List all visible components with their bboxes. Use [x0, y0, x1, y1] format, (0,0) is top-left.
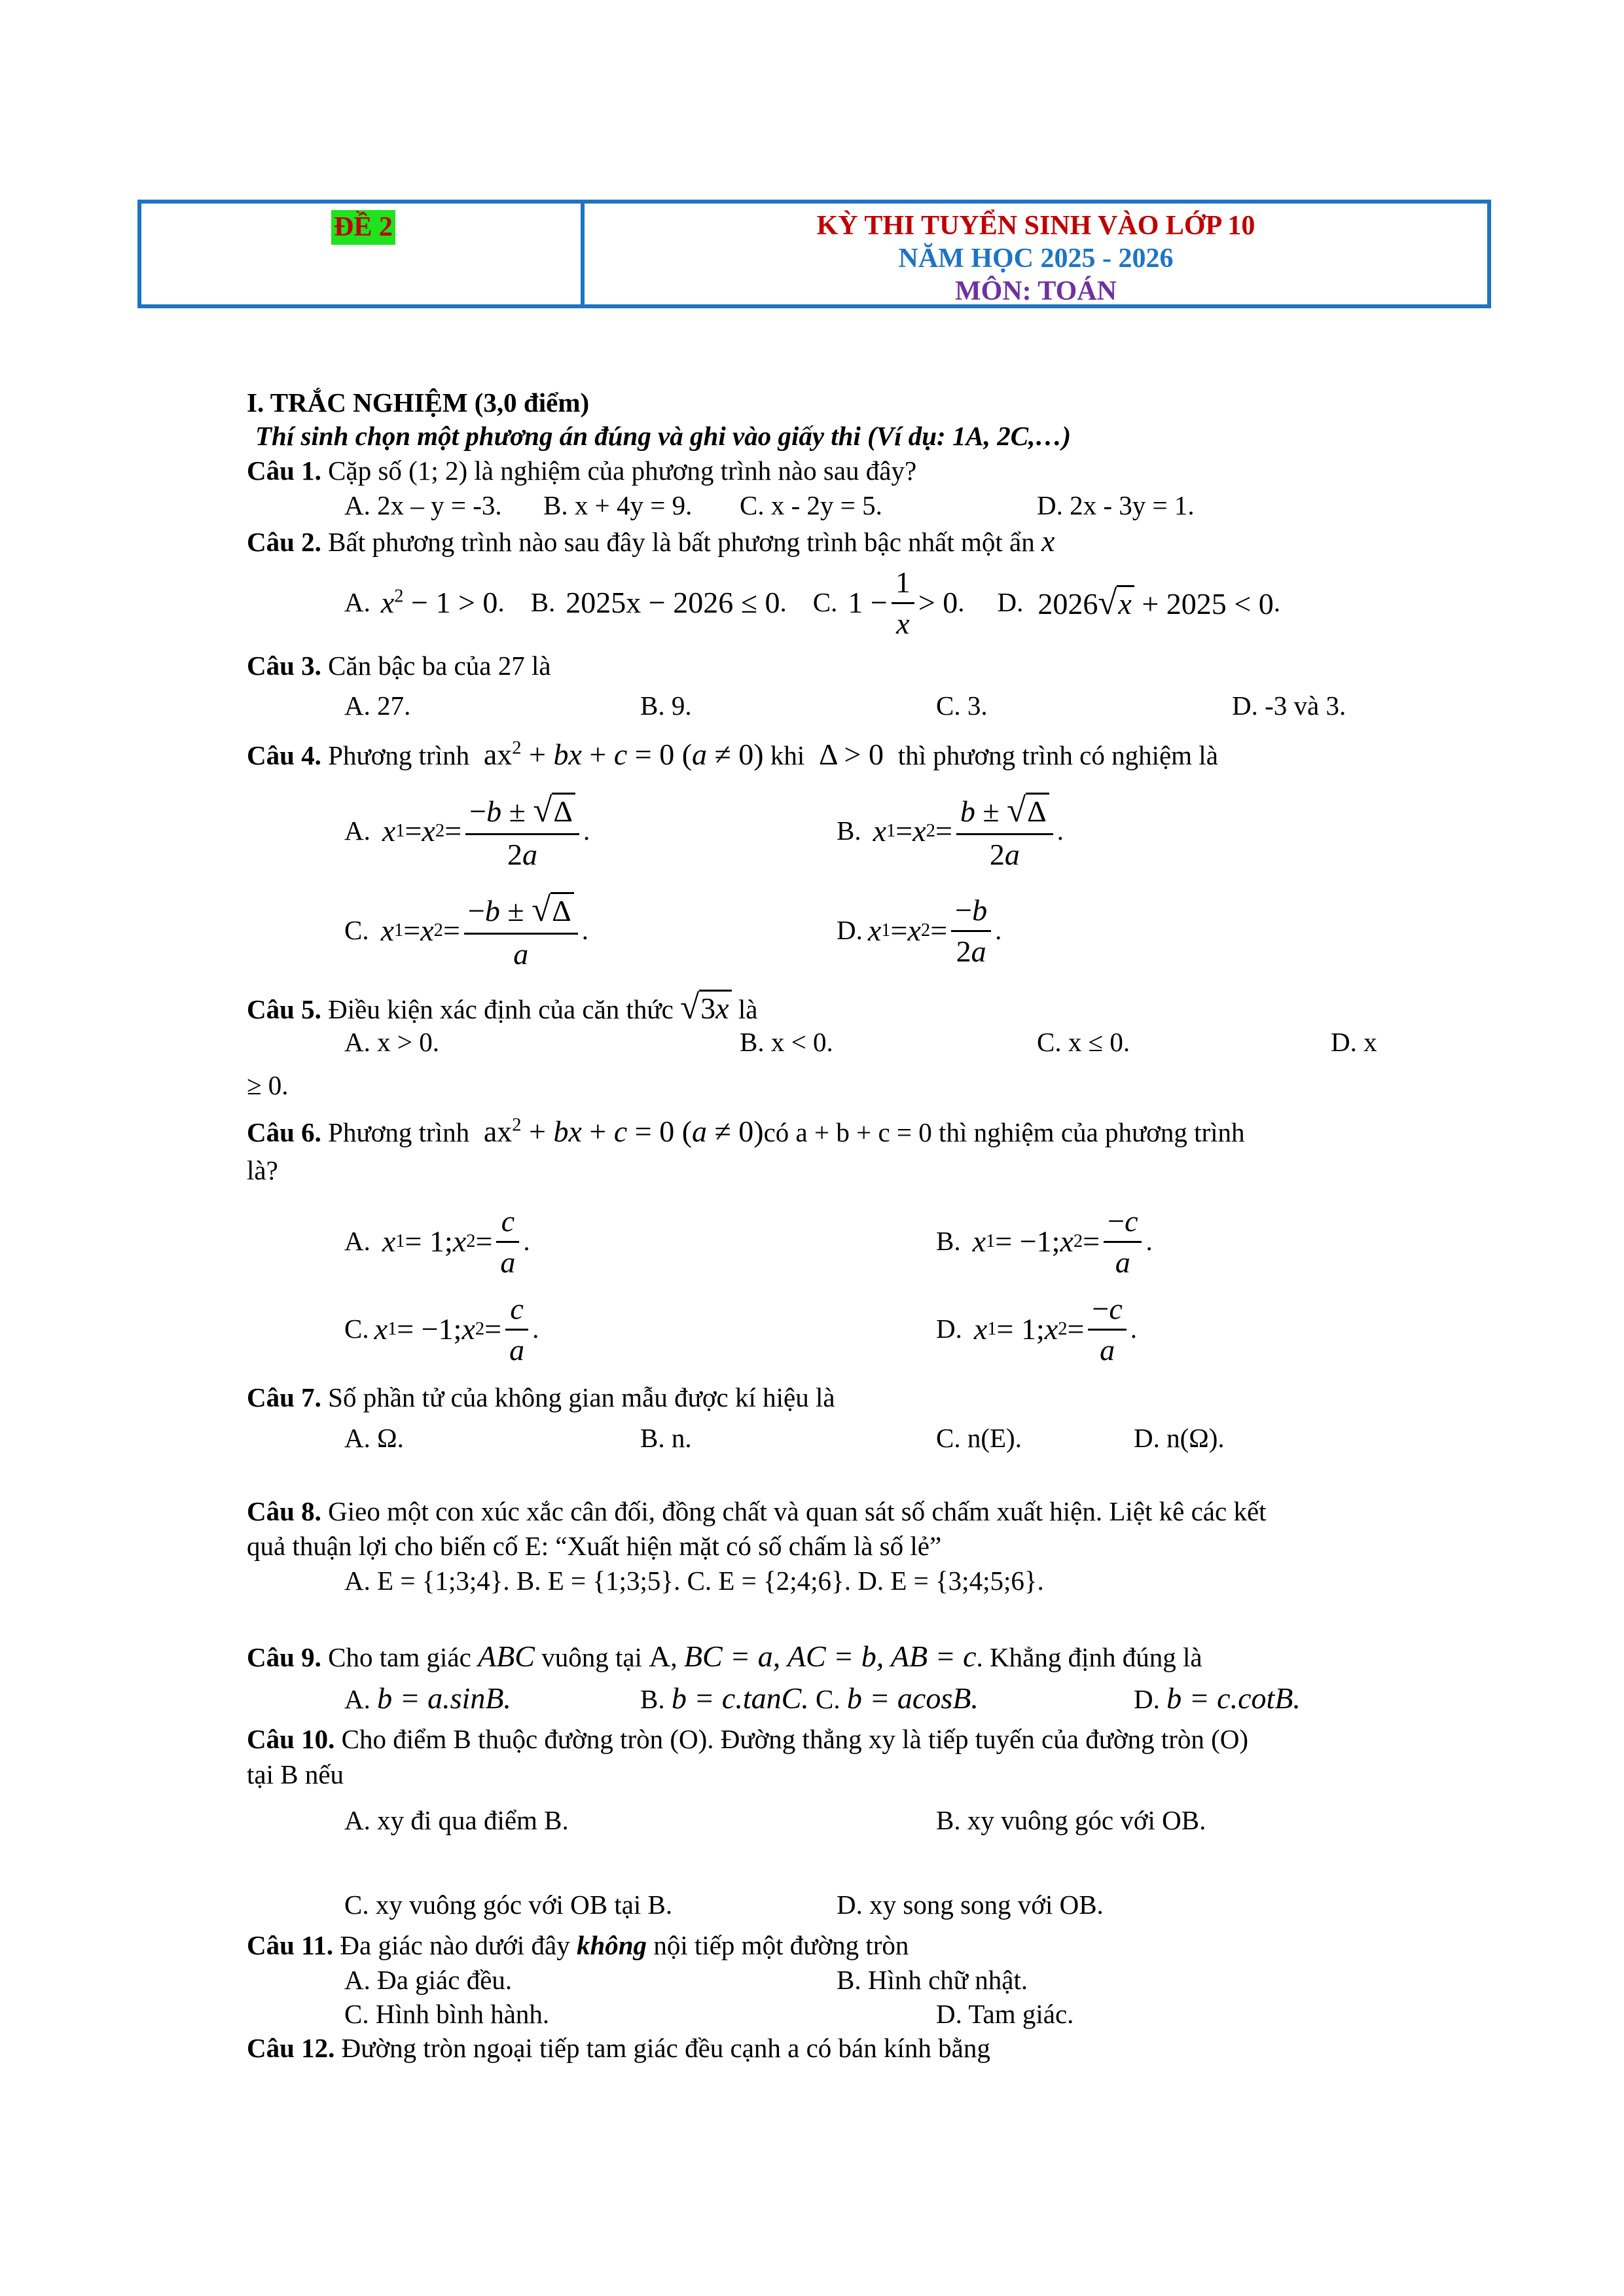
- q4-option-c: C. x 1 = x 2 = $\frac{-b \pm √\Delta}{a}$ .: [344, 885, 588, 977]
- question-text-end: thì phương trình có nghiệm là: [897, 740, 1218, 770]
- question-10: [247, 1723, 1248, 1756]
- q5-option-a: A. x > 0.: [344, 1027, 439, 1057]
- question-label: Câu 2.: [247, 527, 321, 557]
- question-3: [247, 649, 551, 683]
- q11-option-b: B. Hình chữ nhật.: [837, 1965, 1028, 1995]
- q2-option-a-label: A.: [344, 587, 370, 618]
- q2-option-c-label: C.: [812, 587, 838, 618]
- q2-option-d-expr: 2026√x + 2025 < 0: [1038, 583, 1274, 622]
- question-4: [247, 736, 1218, 774]
- question-label: Câu 8.: [247, 1496, 321, 1526]
- question-text-end: nội tiếp một đường tròn: [653, 1930, 909, 1960]
- q2-option-b-label: B.: [530, 587, 556, 618]
- q6-option-a: A. x 1 = 1; x 2 = $\frac{c}{a}$ .: [344, 1199, 530, 1284]
- question-label: Câu 5.: [247, 994, 321, 1024]
- question-1: [247, 454, 916, 488]
- question-label: Câu 6.: [247, 1117, 321, 1147]
- question-8: [247, 1495, 1267, 1528]
- variable-x: x: [1041, 524, 1055, 558]
- delta-condition: Δ > 0: [811, 738, 892, 771]
- question-label: Câu 10.: [247, 1724, 335, 1754]
- q9-option-b-label: B.: [640, 1684, 665, 1714]
- question-5: [247, 986, 757, 1029]
- q2-option-d-label: D.: [997, 587, 1024, 618]
- question-label: Câu 9.: [247, 1642, 321, 1672]
- question-label: Câu 1.: [247, 456, 321, 486]
- question-text-start: Cho tam giác: [328, 1642, 471, 1672]
- q9-option-c-label: C.: [816, 1684, 840, 1714]
- q5-option-d: D. x: [1331, 1027, 1377, 1057]
- question-8-cont: quả thuận lợi cho biến cố E: “Xuất hiện mặt có số chấm là số lẻ”: [247, 1531, 942, 1561]
- q7-option-b: B. n.: [640, 1423, 692, 1453]
- question-9: Câu 9. Cho tam giác ABC vuông tại A, BC = a, AC = b, AB = c. Khẳng định đúng là: [247, 1640, 1202, 1673]
- q9-option-d-label: D.: [1134, 1684, 1160, 1714]
- question-text-mid: khi: [770, 740, 805, 770]
- q3-option-d: D. -3 và 3.: [1232, 691, 1346, 721]
- q1-option-a: A. 2x – y = -3.: [344, 490, 502, 520]
- q2-option-c-expr: 1 − $\frac{1}{x}$ > 0: [848, 563, 958, 643]
- question-text: Gieo một con xúc xắc cân đối, đồng chất và quan sát số chấm xuất hiện. Liệt kê các kết: [328, 1496, 1267, 1526]
- exam-title: KỲ THI TUYỂN SINH VÀO LỚP 10: [816, 211, 1255, 241]
- q6-option-b: B. x 1 = −1; x 2 = $\frac{-c}{a}$ .: [936, 1199, 1153, 1284]
- question-text-end: có a + b + c = 0 thì nghiệm của phương trình: [763, 1117, 1245, 1147]
- question-12: [247, 2032, 990, 2065]
- q5-option-c: C. x ≤ 0.: [1037, 1027, 1130, 1057]
- q9-option-a-label: A.: [344, 1684, 370, 1714]
- side-relations: BC = a, AC = b, AB = c: [683, 1640, 977, 1673]
- q10-option-d: D. xy song song với OB.: [837, 1890, 1104, 1920]
- exam-code: ĐỀ 2: [331, 210, 395, 245]
- q9-option-bc: [640, 1679, 979, 1717]
- q6-option-d: D. x 1 = 1; x 2 = $\frac{-c}{a}$ .: [936, 1287, 1137, 1372]
- question-7: [247, 1381, 835, 1414]
- q9-option-b-expr: b = c.tanC.: [671, 1681, 809, 1715]
- vertex-name: A: [649, 1640, 671, 1673]
- q11-option-c: C. Hình bình hành.: [344, 1999, 550, 2029]
- q9-options: [344, 1679, 511, 1717]
- q11-option-d: D. Tam giác.: [936, 1999, 1074, 2029]
- section-title: I. TRẮC NGHIỆM (3,0 điểm): [247, 387, 590, 418]
- q1-option-b: B. x + 4y = 9.: [543, 490, 693, 520]
- question-10-cont: tại B nếu: [247, 1759, 344, 1789]
- question-label: Câu 12.: [247, 2033, 335, 2063]
- question-text: Cặp số (1; 2) là nghiệm của phương trình nào sau đây?: [328, 456, 917, 486]
- quadratic-equation: $ax^2$ + bx + c = 0 (a ≠ 0): [476, 738, 764, 771]
- radical-3x: √3x: [680, 986, 731, 1029]
- q7-option-d: D. n(Ω).: [1134, 1423, 1225, 1453]
- q11-option-a: A. Đa giác đều.: [344, 1965, 513, 1995]
- q10-option-a: A. xy đi qua điểm B.: [344, 1805, 569, 1835]
- q3-option-a: A. 27.: [344, 691, 411, 721]
- question-text: Điều kiện xác định của căn thức: [328, 994, 674, 1024]
- q2-option-b-expr: 2025x − 2026 ≤ 0: [566, 586, 780, 620]
- exam-header-box: [137, 200, 1491, 308]
- q7-option-a: A. Ω.: [344, 1423, 404, 1453]
- section-instruction: Thí sinh chọn một phương án đúng và ghi vào giấy thi (Ví dụ: 1A, 2C,…): [255, 421, 1072, 451]
- exam-year: NĂM HỌC 2025 - 2026: [898, 243, 1174, 274]
- question-text: Số phần tử của không gian mẫu được kí hiệu là: [328, 1382, 835, 1412]
- q6-option-c: C. x 1 = −1; x 2 = $\frac{c}{a}$ .: [344, 1287, 539, 1372]
- question-text: Căn bậc ba của 27 là: [328, 651, 551, 681]
- q2-option-a-expr: $x^2 - 1 > 0$: [380, 586, 498, 620]
- question-text-end: . Khẳng định đúng là: [976, 1642, 1202, 1672]
- q7-option-c: C. n(E).: [936, 1423, 1022, 1453]
- q8-options: A. E = {1;3;4}. B. E = {1;3;5}. C. E = {2;4;6}. D. E = {3;4;5;6}.: [344, 1566, 1044, 1596]
- q3-option-b: B. 9.: [640, 691, 692, 721]
- q10-option-c: C. xy vuông góc với OB tại B.: [344, 1890, 673, 1920]
- q1-option-d: D. 2x - 3y = 1.: [1037, 490, 1195, 520]
- question-text-start: Đa giác nào dưới đây: [340, 1930, 570, 1960]
- question-text-start: Phương trình: [328, 740, 470, 770]
- question-label: Câu 7.: [247, 1382, 321, 1412]
- quadratic-equation: $ax^2$ + bx + c = 0 (a ≠ 0): [476, 1115, 764, 1148]
- q9-option-d: [1134, 1679, 1301, 1717]
- q4-option-d: D. x 1 = x 2 = $\frac{-b}{2a}$ .: [837, 885, 1001, 977]
- question-text: Cho điểm B thuộc đường tròn (O). Đường thẳng xy là tiếp tuyến của đường tròn (O): [341, 1724, 1249, 1754]
- q5-option-b: B. x < 0.: [740, 1027, 833, 1057]
- q4-option-a: A. x 1 = x 2 = $\frac{-b \pm √\Delta}{2a}$ .: [344, 785, 590, 877]
- question-2: [247, 522, 1055, 560]
- q10-option-b: B. xy vuông góc với OB.: [936, 1805, 1206, 1835]
- question-text-mid: vuông tại: [541, 1642, 642, 1672]
- question-label: Câu 3.: [247, 651, 321, 681]
- question-text-end: là: [738, 994, 758, 1024]
- exam-subject: MÔN: TOÁN: [955, 276, 1117, 306]
- question-emphasis: không: [576, 1930, 647, 1960]
- q9-option-d-expr: b = c.cotB.: [1166, 1681, 1301, 1715]
- question-6-cont: là?: [247, 1155, 278, 1185]
- triangle-name: ABC: [478, 1640, 535, 1673]
- q3-option-c: C. 3.: [936, 691, 988, 721]
- question-text: Đường tròn ngoại tiếp tam giác đều cạnh a có bán kính bằng: [341, 2033, 990, 2063]
- question-6: [247, 1113, 1245, 1151]
- q1-option-c: C. x - 2y = 5.: [740, 490, 882, 520]
- q9-option-c-expr: b = acosB.: [846, 1681, 979, 1715]
- question-11: [247, 1929, 909, 1962]
- q2-options: A. $x^2 - 1 > 0$ . B. 2025x − 2026 ≤ 0 . C. 1 − $\frac{1}{x}$ > 0 . D. 2026√x + 2025 < 0 .: [344, 567, 1280, 639]
- question-label: Câu 4.: [247, 740, 321, 770]
- question-label: Câu 11.: [247, 1930, 334, 1960]
- question-text-start: Phương trình: [328, 1117, 470, 1147]
- q9-option-a-expr: b = a.sinB.: [377, 1681, 511, 1715]
- question-text: Bất phương trình nào sau đây là bất phương trình bậc nhất một ẩn: [328, 527, 1035, 557]
- q5-option-d-cont: ≥ 0.: [247, 1070, 289, 1100]
- q4-option-b: B. x 1 = x 2 = $\frac{b \pm √\Delta}{2a}$ .: [837, 785, 1064, 877]
